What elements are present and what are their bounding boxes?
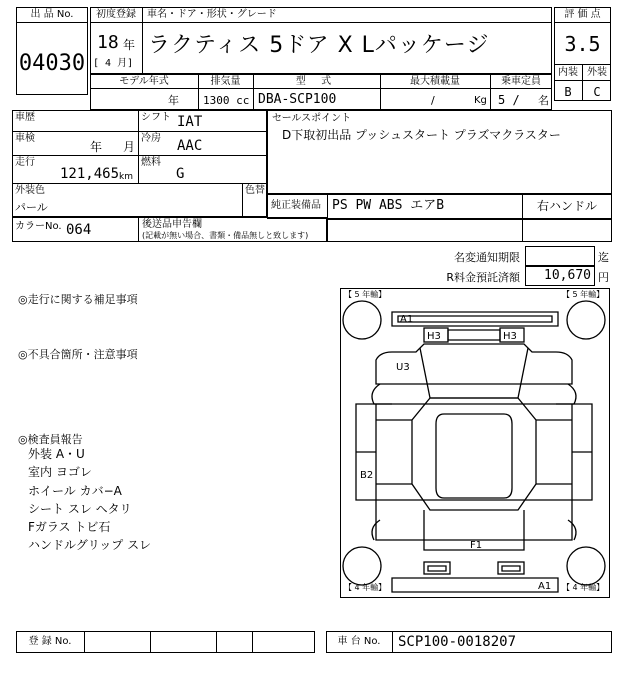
color-change-label: 色替 — [245, 185, 265, 196]
mileage-unit: km — [119, 172, 133, 182]
car-name: ラクティス 5ドア X Lパッケージ — [148, 33, 490, 58]
equipment-value: PS PW ABS エアB — [332, 198, 445, 213]
chassis-number: SCP100-0018207 — [398, 634, 517, 650]
interior-label: 内装 — [558, 67, 578, 78]
capacity-unit: 名 — [538, 94, 549, 107]
corner-label-rear-left: 【 5 年輸】 — [344, 290, 387, 299]
name-change-label: 名変通知期限 — [454, 251, 520, 264]
defect-notes-title: ◎不具合箇所・注意事項 — [18, 348, 138, 361]
mark-rear-door: U3 — [396, 362, 410, 373]
mileage-label: 走行 — [15, 157, 35, 168]
fuel-label: 燃料 — [141, 157, 161, 168]
displacement-label: 排気量 — [210, 76, 241, 87]
color-no-label: カラーNo. — [15, 221, 62, 232]
registration-number-label: 登 録 No. — [28, 636, 72, 647]
aftermarket-note: (記載が無い場合、書類・備品無しと致します) — [142, 231, 309, 240]
car-diagram — [340, 288, 610, 598]
max-load-value: / — [431, 94, 435, 107]
sales-point-text: D下取初出品 プッシュスタート プラズマクラスター — [282, 128, 561, 142]
inspector-line: ホイール カバ−A — [28, 484, 122, 498]
empty-cell — [327, 219, 612, 242]
registration-year-unit: 年 — [123, 38, 136, 52]
history-label: 車歴 — [15, 112, 35, 123]
car-name-label: 車名・ドア・形状・グレード — [147, 9, 277, 20]
model-year-label: モデル年式 — [119, 76, 169, 87]
registration-month: [ 4 月] — [93, 58, 134, 69]
mark-side: B2 — [360, 470, 374, 481]
ac-label: 冷房 — [141, 133, 161, 144]
inspection-month: 月 — [123, 140, 136, 154]
mark-tail-left: H3 — [427, 331, 441, 342]
capacity-value: 5 / — [498, 93, 520, 107]
mileage-value: 121,465 — [60, 166, 120, 182]
max-load-unit: Kg — [474, 95, 487, 106]
exterior-color-label: 外装色 — [15, 185, 45, 196]
inspector-report-title: ◎検査員報告 — [18, 433, 83, 446]
aftermarket-label: 後送品申告欄 — [142, 219, 202, 230]
inspection-label: 車検 — [15, 133, 35, 144]
registration-year: 18 — [97, 32, 119, 53]
score-value: 3.5 — [564, 32, 601, 56]
ac-value: AAC — [177, 138, 203, 154]
displacement-value: 1300 cc — [203, 94, 250, 107]
tire-front-left — [343, 547, 381, 585]
inspection-year: 年 — [90, 140, 103, 154]
capacity-label: 乗車定員 — [501, 76, 541, 87]
corner-label-rear-right: 【 5 年輸】 — [562, 290, 605, 299]
mark-tail-right: H3 — [503, 331, 517, 342]
lot-number: 04030 — [18, 51, 86, 76]
name-change-unit: 迄 — [598, 251, 609, 264]
inspector-line: 外装 A・U — [28, 447, 85, 461]
corner-label-front-right: 【 4 年輸】 — [562, 583, 605, 592]
chassis-number-label: 車 台 No. — [337, 636, 381, 647]
recycle-unit: 円 — [598, 271, 609, 284]
fuel-value: G — [176, 166, 185, 182]
tire-front-right — [567, 547, 605, 585]
model-type-label: 型 式 — [295, 76, 338, 87]
max-load-label: 最大積載量 — [410, 76, 460, 87]
recycle-amount: 10,670 — [544, 268, 591, 283]
exterior-label: 外装 — [587, 67, 607, 78]
interior-grade: B — [564, 85, 572, 99]
inspector-line: 室内 ヨゴレ — [28, 465, 92, 479]
score-label: 評 価 点 — [564, 9, 601, 20]
model-code: DBA-SCP100 — [258, 92, 337, 107]
exterior-color-value: パール — [15, 201, 48, 214]
shift-value: IAT — [177, 114, 203, 130]
mark-front-bumper: A1 — [538, 581, 552, 592]
mark-front-hood: F1 — [470, 540, 483, 551]
sales-point-label: セールスポイント — [272, 113, 352, 124]
recycle-label: R料金預託済額 — [446, 271, 520, 284]
inspector-line: ハンドルグリップ スレ — [28, 538, 152, 552]
lot-number-label: 出 品 No. — [30, 9, 74, 20]
corner-label-front-left: 【 4 年輸】 — [344, 583, 387, 592]
shift-label: シフト — [141, 112, 171, 123]
driving-notes-title: ◎走行に関する補足事項 — [18, 293, 138, 306]
equipment-label: 純正装備品 — [271, 200, 321, 211]
inspector-line: Fガラス トビ石 — [28, 520, 111, 534]
model-year-unit: 年 — [168, 94, 179, 107]
exterior-grade: C — [593, 85, 601, 99]
color-no-value: 064 — [66, 222, 92, 238]
name-change-box — [525, 246, 595, 266]
first-registration-label: 初度登録 — [96, 9, 136, 20]
tire-rear-left — [343, 301, 381, 339]
details-box — [12, 110, 267, 217]
inspector-line: シート スレ ヘタリ — [28, 502, 132, 516]
handle-value: 右ハンドル — [536, 199, 597, 213]
tire-rear-right — [567, 301, 605, 339]
mark-rear-bumper: A1 — [400, 314, 414, 325]
